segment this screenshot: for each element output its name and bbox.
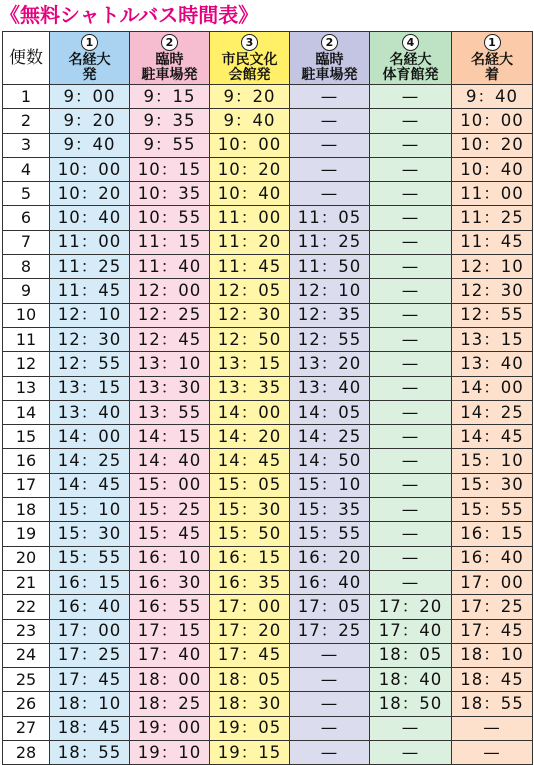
time-cell: 17：45 <box>50 668 130 692</box>
bin-number-cell: 9 <box>3 279 50 303</box>
bin-number-cell: 24 <box>3 643 50 667</box>
time-cell: 15：10 <box>290 473 370 497</box>
time-cell: 11：20 <box>210 230 290 254</box>
time-cell: 10：00 <box>452 109 533 133</box>
time-cell: 13：20 <box>290 352 370 376</box>
bin-number-cell: 18 <box>3 498 50 522</box>
time-cell: 16：20 <box>290 546 370 570</box>
table-row <box>3 376 533 400</box>
time-cell: 12：50 <box>210 327 290 351</box>
bin-number-cell: 8 <box>3 255 50 279</box>
bin-number-cell: 16 <box>3 449 50 473</box>
time-cell: 13：30 <box>130 376 210 400</box>
header-label-line2: 会館発 <box>228 66 271 83</box>
table-row <box>3 716 533 740</box>
table-row <box>3 741 533 765</box>
time-cell: 15：30 <box>50 522 130 546</box>
time-cell: 16：55 <box>130 595 210 619</box>
bin-number-cell: 13 <box>3 376 50 400</box>
time-cell: 11：15 <box>130 230 210 254</box>
table-row <box>3 425 533 449</box>
time-cell: 15：55 <box>50 546 130 570</box>
time-cell: 19：10 <box>130 741 210 765</box>
header-label-line1: 臨時 <box>315 51 344 68</box>
bin-number-cell: 28 <box>3 741 50 765</box>
time-cell: 11：25 <box>452 206 533 230</box>
time-cell: — <box>370 303 452 327</box>
table-row <box>3 546 533 570</box>
time-cell: 17：00 <box>50 619 130 643</box>
stop-number-badge: 2 <box>321 34 338 51</box>
time-cell: 16：30 <box>130 570 210 594</box>
table-row <box>3 473 533 497</box>
time-cell: 13：55 <box>130 400 210 424</box>
bin-number-cell: 10 <box>3 303 50 327</box>
stop-number-badge: 1 <box>81 34 98 51</box>
time-cell: 14：25 <box>452 400 533 424</box>
time-cell: 12：00 <box>130 279 210 303</box>
time-cell: 12：45 <box>130 327 210 351</box>
time-cell: 12：55 <box>290 327 370 351</box>
time-cell: 18：10 <box>452 643 533 667</box>
time-cell: — <box>290 109 370 133</box>
time-cell: — <box>370 255 452 279</box>
time-cell: 14：15 <box>130 425 210 449</box>
bin-number-cell: 7 <box>3 230 50 254</box>
bin-number-cell: 22 <box>3 595 50 619</box>
time-cell: 14：40 <box>130 449 210 473</box>
time-cell: — <box>370 206 452 230</box>
time-cell: 12：30 <box>50 327 130 351</box>
header-label-line1: 名経大 <box>471 51 513 68</box>
time-cell: 16：40 <box>452 546 533 570</box>
time-cell: 15：55 <box>290 522 370 546</box>
time-cell: — <box>370 133 452 157</box>
time-cell: 15：10 <box>452 449 533 473</box>
shuttle-timetable <box>2 31 533 765</box>
time-cell: 15：45 <box>130 522 210 546</box>
time-cell: — <box>370 570 452 594</box>
time-cell: 17：45 <box>452 619 533 643</box>
bin-number-cell: 6 <box>3 206 50 230</box>
time-cell: 17：15 <box>130 619 210 643</box>
time-cell: 12：35 <box>290 303 370 327</box>
time-cell: 11：05 <box>290 206 370 230</box>
time-cell: 11：00 <box>210 206 290 230</box>
time-cell: 16：15 <box>452 522 533 546</box>
time-cell: 14：00 <box>452 376 533 400</box>
bin-number-cell: 27 <box>3 716 50 740</box>
time-cell: 15：50 <box>210 522 290 546</box>
time-cell: 19：05 <box>210 716 290 740</box>
header-label-line2: 駐車場発 <box>301 66 358 83</box>
time-cell: 15：55 <box>452 498 533 522</box>
time-cell: 13：15 <box>210 352 290 376</box>
header-label-line1: 名経大 <box>389 51 432 68</box>
time-cell: 18：50 <box>370 692 452 716</box>
timetable-body <box>3 85 533 765</box>
time-cell: 18：05 <box>210 668 290 692</box>
time-cell: 15：30 <box>452 473 533 497</box>
time-cell: 9：20 <box>50 109 130 133</box>
bin-number-cell: 11 <box>3 327 50 351</box>
time-cell: 14：45 <box>452 425 533 449</box>
table-row <box>3 619 533 643</box>
time-cell: 12：30 <box>452 279 533 303</box>
time-cell: — <box>370 352 452 376</box>
time-cell: 9：35 <box>130 109 210 133</box>
time-cell: 10：00 <box>210 133 290 157</box>
time-cell: — <box>290 133 370 157</box>
time-cell: 10：15 <box>130 157 210 181</box>
time-cell: — <box>290 157 370 181</box>
time-cell: 16：15 <box>50 570 130 594</box>
time-cell: 14：20 <box>210 425 290 449</box>
time-cell: 12：55 <box>50 352 130 376</box>
time-cell: 12：10 <box>452 255 533 279</box>
time-cell: 17：05 <box>290 595 370 619</box>
table-row <box>3 668 533 692</box>
time-cell: — <box>370 449 452 473</box>
table-row <box>3 692 533 716</box>
time-cell: 13：15 <box>50 376 130 400</box>
table-row <box>3 570 533 594</box>
time-cell: 15：10 <box>50 498 130 522</box>
time-cell: 11：00 <box>50 230 130 254</box>
header-col-5 <box>370 32 452 85</box>
time-cell: — <box>370 85 452 109</box>
time-cell: — <box>290 716 370 740</box>
time-cell: — <box>370 522 452 546</box>
time-cell: 18：55 <box>452 692 533 716</box>
time-cell: 13：15 <box>452 327 533 351</box>
time-cell: 12：10 <box>290 279 370 303</box>
table-row <box>3 133 533 157</box>
time-cell: 17：20 <box>210 619 290 643</box>
time-cell: 19：15 <box>210 741 290 765</box>
time-cell: 9：00 <box>50 85 130 109</box>
header-col-4 <box>290 32 370 85</box>
table-row <box>3 595 533 619</box>
bin-number-cell: 25 <box>3 668 50 692</box>
header-label-line1: 臨時 <box>155 51 184 68</box>
time-cell: — <box>370 157 452 181</box>
table-row <box>3 400 533 424</box>
table-row <box>3 327 533 351</box>
time-cell: 17：40 <box>370 619 452 643</box>
table-row <box>3 85 533 109</box>
time-cell: — <box>290 182 370 206</box>
time-cell: — <box>290 643 370 667</box>
stop-number-badge: 3 <box>241 34 258 51</box>
time-cell: — <box>370 230 452 254</box>
time-cell: 9：40 <box>210 109 290 133</box>
time-cell: 16：40 <box>50 595 130 619</box>
time-cell: — <box>290 668 370 692</box>
time-cell: 18：10 <box>50 692 130 716</box>
time-cell: — <box>370 327 452 351</box>
time-cell: 18：30 <box>210 692 290 716</box>
time-cell: 16：35 <box>210 570 290 594</box>
stop-number-badge: 4 <box>402 34 419 51</box>
time-cell: 17：45 <box>210 643 290 667</box>
time-cell: 13：10 <box>130 352 210 376</box>
bin-number-cell: 20 <box>3 546 50 570</box>
time-cell: 13：40 <box>452 352 533 376</box>
time-cell: — <box>370 716 452 740</box>
header-row <box>3 32 533 85</box>
time-cell: 10：00 <box>50 157 130 181</box>
time-cell: 10：35 <box>130 182 210 206</box>
time-cell: 9：20 <box>210 85 290 109</box>
time-cell: — <box>452 716 533 740</box>
time-cell: 17：20 <box>370 595 452 619</box>
header-label-line2: 体育館発 <box>382 66 439 83</box>
header-bin: 便数 <box>3 32 50 85</box>
time-cell: 13：40 <box>50 400 130 424</box>
time-cell: 10：40 <box>210 182 290 206</box>
time-cell: 12：25 <box>130 303 210 327</box>
time-cell: 12：55 <box>452 303 533 327</box>
time-cell: — <box>370 400 452 424</box>
time-cell: 17：00 <box>210 595 290 619</box>
time-cell: 10：40 <box>452 157 533 181</box>
table-row <box>3 230 533 254</box>
time-cell: 10：40 <box>50 206 130 230</box>
time-cell: 14：25 <box>50 449 130 473</box>
time-cell: — <box>370 741 452 765</box>
time-cell: 11：25 <box>50 255 130 279</box>
time-cell: 14：45 <box>210 449 290 473</box>
time-cell: 13：40 <box>290 376 370 400</box>
time-cell: 13：35 <box>210 376 290 400</box>
header-label-line1: 名経大 <box>68 51 111 68</box>
time-cell: — <box>370 109 452 133</box>
table-row <box>3 498 533 522</box>
time-cell: 18：25 <box>130 692 210 716</box>
bin-number-cell: 14 <box>3 400 50 424</box>
bin-number-cell: 23 <box>3 619 50 643</box>
bin-number-cell: 12 <box>3 352 50 376</box>
time-cell: — <box>290 741 370 765</box>
time-cell: 18：05 <box>370 643 452 667</box>
time-cell: 9：40 <box>452 85 533 109</box>
time-cell: — <box>370 473 452 497</box>
time-cell: 16：15 <box>210 546 290 570</box>
time-cell: 12：10 <box>50 303 130 327</box>
time-cell: 16：40 <box>290 570 370 594</box>
time-cell: 14：00 <box>210 400 290 424</box>
time-cell: 18：40 <box>370 668 452 692</box>
bin-number-cell: 15 <box>3 425 50 449</box>
table-row <box>3 279 533 303</box>
time-cell: 10：20 <box>452 133 533 157</box>
time-cell: 11：25 <box>290 230 370 254</box>
time-cell: 15：05 <box>210 473 290 497</box>
time-cell: 12：30 <box>210 303 290 327</box>
time-cell: 18：45 <box>452 668 533 692</box>
time-cell: 17：25 <box>290 619 370 643</box>
time-cell: 15：00 <box>130 473 210 497</box>
time-cell: 18：55 <box>50 741 130 765</box>
table-row <box>3 182 533 206</box>
bin-number-cell: 4 <box>3 157 50 181</box>
time-cell: 15：30 <box>210 498 290 522</box>
time-cell: — <box>370 376 452 400</box>
time-cell: 11：00 <box>452 182 533 206</box>
time-cell: 9：15 <box>130 85 210 109</box>
time-cell: 16：10 <box>130 546 210 570</box>
bin-number-cell: 3 <box>3 133 50 157</box>
bin-number-cell: 17 <box>3 473 50 497</box>
time-cell: 18：45 <box>50 716 130 740</box>
bin-number-cell: 5 <box>3 182 50 206</box>
time-cell: 11：40 <box>130 255 210 279</box>
time-cell: 12：05 <box>210 279 290 303</box>
time-cell: 17：25 <box>50 643 130 667</box>
stop-number-badge: 1 <box>484 34 501 51</box>
time-cell: — <box>290 85 370 109</box>
table-row <box>3 303 533 327</box>
header-col-2 <box>130 32 210 85</box>
bin-number-cell: 1 <box>3 85 50 109</box>
time-cell: 14：45 <box>50 473 130 497</box>
time-cell: 11：50 <box>290 255 370 279</box>
table-row <box>3 157 533 181</box>
table-row <box>3 522 533 546</box>
time-cell: 14：50 <box>290 449 370 473</box>
time-cell: 17：25 <box>452 595 533 619</box>
time-cell: 17：00 <box>452 570 533 594</box>
bin-number-cell: 19 <box>3 522 50 546</box>
time-cell: 18：00 <box>130 668 210 692</box>
table-row <box>3 643 533 667</box>
time-cell: 10：20 <box>210 157 290 181</box>
header-label-line2: 着 <box>485 66 499 83</box>
table-row <box>3 255 533 279</box>
time-cell: 11：45 <box>210 255 290 279</box>
table-row <box>3 352 533 376</box>
header-col-1 <box>50 32 130 85</box>
time-cell: 15：25 <box>130 498 210 522</box>
time-cell: 17：40 <box>130 643 210 667</box>
header-label-line2: 発 <box>82 66 97 83</box>
table-row <box>3 109 533 133</box>
time-cell: — <box>290 692 370 716</box>
header-label-line1: 市民文化 <box>221 51 278 68</box>
bin-number-cell: 2 <box>3 109 50 133</box>
table-row <box>3 449 533 473</box>
header-label-line2: 駐車場発 <box>141 66 198 83</box>
time-cell: 9：40 <box>50 133 130 157</box>
time-cell: 10：55 <box>130 206 210 230</box>
header-col-6 <box>452 32 533 85</box>
time-cell: — <box>370 546 452 570</box>
page-title: 《無料シャトルバス時間表》 <box>0 3 259 27</box>
time-cell: 10：20 <box>50 182 130 206</box>
time-cell: 14：05 <box>290 400 370 424</box>
time-cell: — <box>370 279 452 303</box>
time-cell: 14：00 <box>50 425 130 449</box>
time-cell: — <box>452 741 533 765</box>
stop-number-badge: 2 <box>161 34 178 51</box>
time-cell: 15：35 <box>290 498 370 522</box>
time-cell: 11：45 <box>452 230 533 254</box>
bin-number-cell: 26 <box>3 692 50 716</box>
time-cell: — <box>370 425 452 449</box>
time-cell: 9：55 <box>130 133 210 157</box>
time-cell: — <box>370 182 452 206</box>
time-cell: 11：45 <box>50 279 130 303</box>
time-cell: 19：00 <box>130 716 210 740</box>
time-cell: 14：25 <box>290 425 370 449</box>
bin-number-cell: 21 <box>3 570 50 594</box>
header-col-3 <box>210 32 290 85</box>
time-cell: — <box>370 498 452 522</box>
table-row <box>3 206 533 230</box>
